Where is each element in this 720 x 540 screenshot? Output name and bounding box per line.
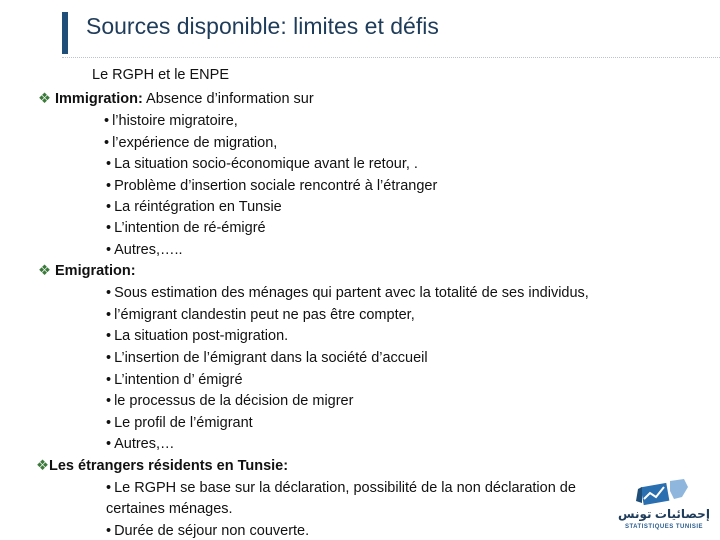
page-title: Sources disponible: limites et défis [86,13,439,39]
list-item: • La réintégration en Tunsie [106,199,282,215]
list-item: • L’intention de ré-émigré [106,220,266,236]
list-item: • Le profil de l’émigrant [106,415,253,431]
list-item: • La situation socio-économique avant le retour, . [106,156,418,172]
list-item: • l’émigrant clandestin peut ne pas être compter, [106,307,415,323]
list-item: • L’intention d’ émigré [106,372,243,388]
section-label: Emigration: [55,263,136,279]
section-immigration [38,90,314,108]
list-item: • Autres,… [106,436,175,452]
list-item: • Autres,….. [106,242,183,258]
section-label: Immigration: [55,91,143,107]
list-item: • Problème d’insertion sociale rencontré à l’étranger [106,178,438,194]
list-item: • l’histoire migratoire, [104,113,238,129]
subtitle: Le RGPH et le ENPE [92,67,229,83]
section-intro: Absence d’information sur [146,91,314,107]
section-emigration [38,262,136,280]
title-accent-bar [62,12,68,54]
list-item: • L’insertion de l’émigrant dans la société d’accueil [106,350,428,366]
list-item: • l’expérience de migration, [104,135,278,151]
list-item: • La situation post-migration. [106,328,289,344]
section-label: Les étrangers résidents en Tunsie: [49,458,289,474]
diamond-bullet-icon: ❖ [38,91,51,107]
list-item: • Durée de séjour non couverte. [106,523,310,539]
statistiques-tunisie-logo [618,475,710,535]
list-item-continuation: certaines ménages. [106,501,233,517]
logo-arabic-text: إحصائيات تونس [618,507,710,521]
list-item: • Le RGPH se base sur la déclaration, possibilité de la non déclaration de [106,480,576,496]
diamond-bullet-icon: ❖ [38,263,51,279]
chart-logo-icon [618,475,710,509]
list-item: • Sous estimation des ménages qui partent avec la totalité de ses individus, [106,285,589,301]
list-item: • le processus de la décision de migrer [106,393,354,409]
title-divider [62,57,720,58]
section-etrangers [36,457,288,475]
diamond-bullet-icon: ❖ [36,458,49,474]
logo-latin-text: STATISTIQUES TUNISIE [624,524,704,530]
